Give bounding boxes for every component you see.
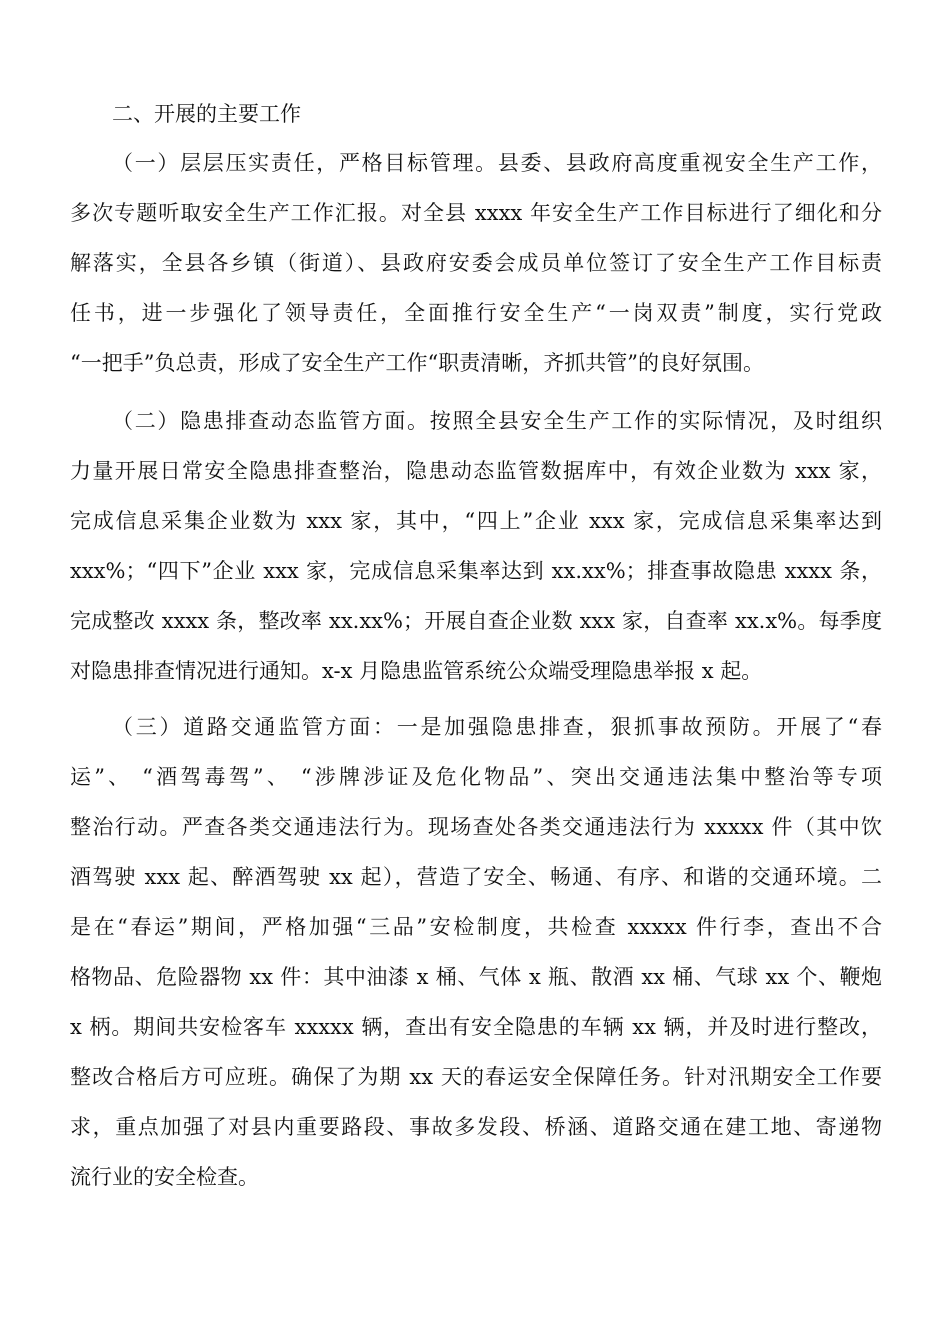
paragraph-2-line-6: 对隐患排查情况进行通知。x-x 月隐患监管系统公众端受理隐患举报 x 起。	[70, 659, 763, 683]
paragraph-1-line-4: 任书，进一步强化了领导责任，全面推行安全生产“一岗双责”制度，实行党政	[70, 301, 882, 325]
paragraph-3-line-4: 酒驾驶 xxx 起、醉酒驾驶 xx 起），营造了安全、畅通、有序、和谐的交通环境。二	[70, 865, 882, 889]
paragraph-3-line-1: （三）道路交通监管方面：一是加强隐患排查，狠抓事故预防。开展了“春	[112, 715, 882, 739]
paragraph-1-line-5: “一把手”负总责，形成了安全生产工作“职责清晰，齐抓共管”的良好氛围。	[70, 351, 764, 375]
paragraph-2-line-5: 完成整改 xxxx 条，整改率 xx.xx%；开展自查企业数 xxx 家，自查率 xx.x%。每季度	[70, 609, 882, 633]
paragraph-1-line-1: （一）层层压实责任，严格目标管理。县委、县政府高度重视安全生产工作，	[112, 151, 882, 175]
paragraph-2-line-1: （二）隐患排查动态监管方面。按照全县安全生产工作的实际情况，及时组织	[112, 409, 882, 433]
paragraph-1-line-3: 解落实，全县各乡镇（街道）、县政府安委会成员单位签订了安全生产工作目标责	[70, 251, 882, 275]
paragraph-3-line-9: 求，重点加强了对县内重要路段、事故多发段、桥涵、道路交通在建工地、寄递物	[70, 1115, 882, 1139]
paragraph-3-line-3: 整治行动。严查各类交通违法行为。现场查处各类交通违法行为 xxxxx 件（其中饮	[70, 815, 882, 839]
paragraph-1-line-2: 多次专题听取安全生产工作汇报。对全县 xxxx 年安全生产工作目标进行了细化和分	[70, 201, 882, 225]
section-heading: 二、开展的主要工作	[112, 102, 301, 126]
paragraph-3-line-2: 运”、 “酒驾毒驾”、 “涉牌涉证及危化物品”、突出交通违法集中整治等专项	[70, 765, 882, 789]
paragraph-2-line-2: 力量开展日常安全隐患排查整治，隐患动态监管数据库中，有效企业数为 xxx 家，	[70, 459, 882, 483]
paragraph-3-line-5: 是在“春运”期间，严格加强“三品”安检制度，共检查 xxxxx 件行李，查出不合	[70, 915, 882, 939]
paragraph-3-line-10: 流行业的安全检查。	[70, 1165, 259, 1189]
paragraph-3-line-7: x 柄。期间共安检客车 xxxxx 辆，查出有安全隐患的车辆 xx 辆，并及时进行整改，	[70, 1015, 882, 1039]
paragraph-2-line-3: 完成信息采集企业数为 xxx 家，其中，“四上”企业 xxx 家，完成信息采集率达到	[70, 509, 882, 533]
paragraph-3-line-6: 格物品、危险器物 xx 件：其中油漆 x 桶、气体 x 瓶、散酒 xx 桶、气球 xx 个、鞭炮	[70, 965, 882, 989]
paragraph-2-line-4: xxx%；“四下”企业 xxx 家，完成信息采集率达到 xx.xx%；排查事故隐患 xxxx 条，	[70, 559, 882, 583]
paragraph-3-line-8: 整改合格后方可应班。确保了为期 xx 天的春运安全保障任务。针对汛期安全工作要	[70, 1065, 882, 1089]
